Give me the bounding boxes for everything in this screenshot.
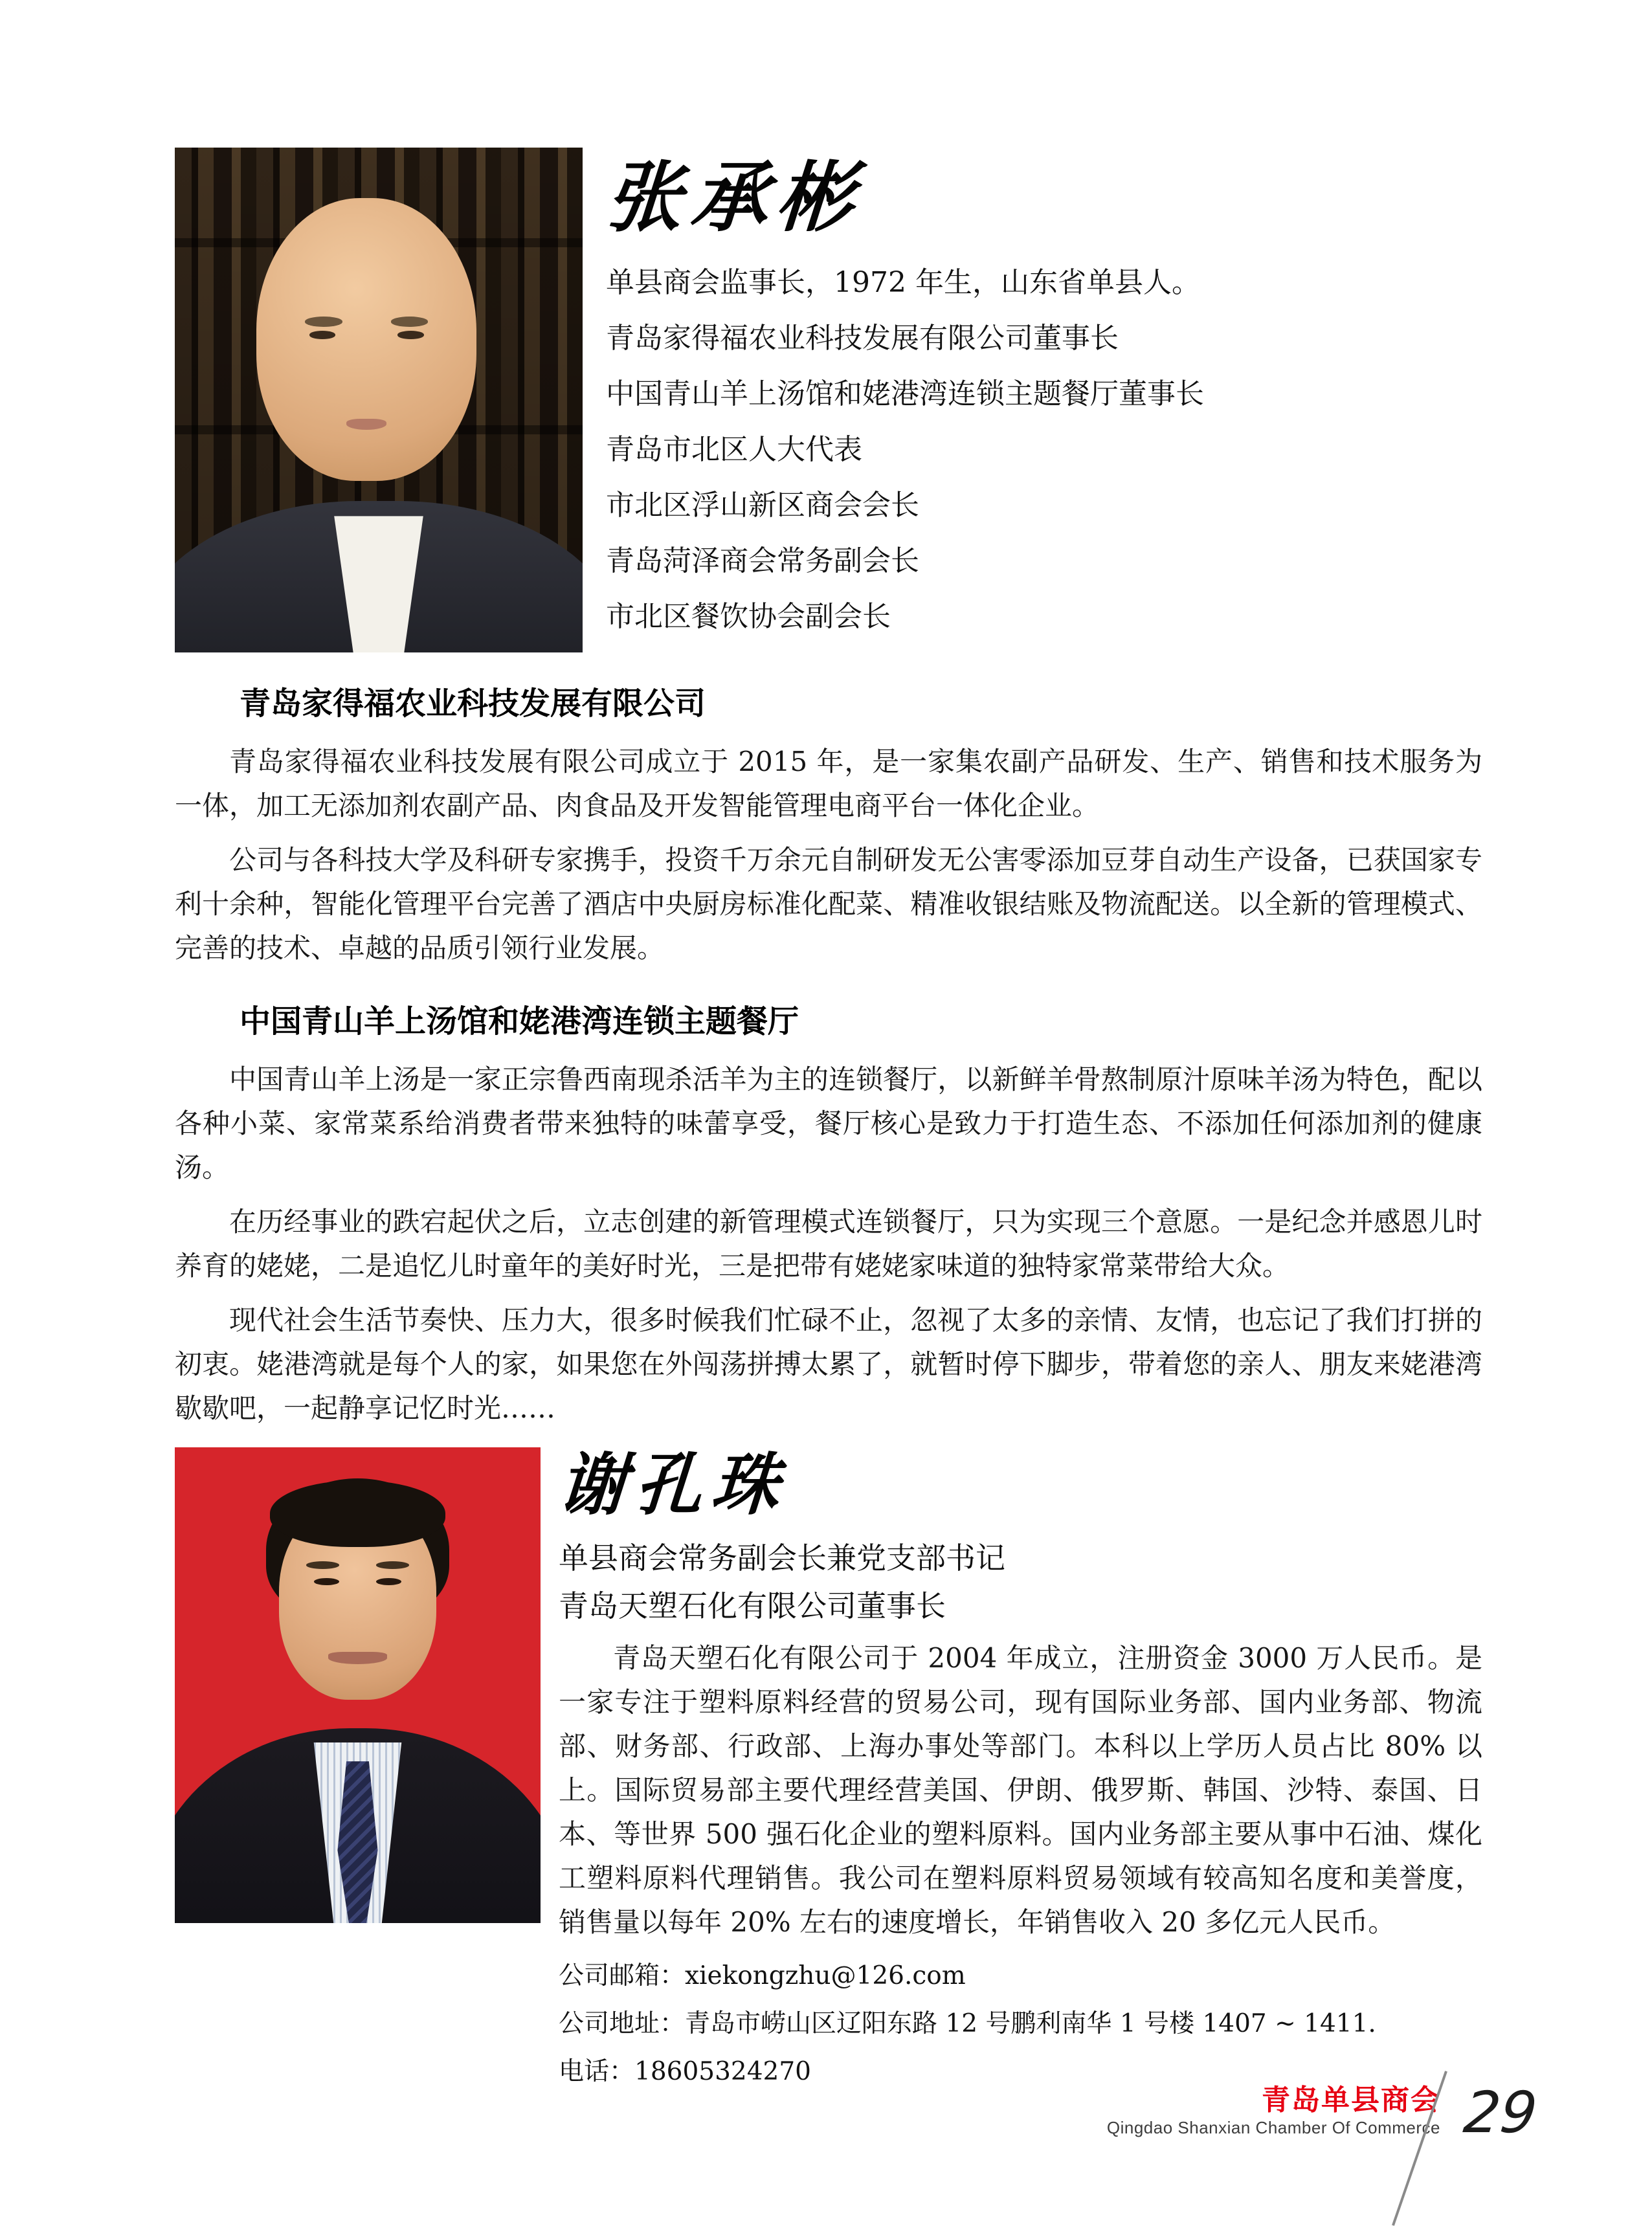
page-number: 29 <box>1460 2079 1541 2146</box>
profile-title-line: 青岛市北区人大代表 <box>606 433 862 466</box>
profile-title-line: 市北区浮山新区商会会长 <box>606 489 919 522</box>
profile-info <box>555 1445 1482 2096</box>
profile-name-calligraphy: 张承彬 <box>603 152 865 242</box>
section1-paragraph-1: 青岛家得福农业科技发展有限公司成立于 2015 年，是一家集农副产品研发、生产、销售和技术服务为一体，加工无添加剂农副产品、肉食品及开发智能管理电商平台一体化企业。 <box>175 746 1482 821</box>
contact-email-line <box>559 1952 1482 2000</box>
photo-head-shape <box>256 198 476 481</box>
profile-title-line: 中国青山羊上汤馆和姥港湾连锁主题餐厅董事长 <box>606 377 1204 410</box>
section2-paragraph-1: 中国青山羊上汤是一家正宗鲁西南现杀活羊为主的连锁餐厅，以新鲜羊骨熬制原汁原味羊汤为特色，配以各种小菜、家常菜系给消费者带来独特的味蕾享受，餐厅核心是致力于打造生态、不添加任何添加剂的健康汤。 <box>175 1063 1482 1183</box>
profile-xie-kongzhu <box>175 1447 1482 2096</box>
contact-email-label: 公司邮箱： <box>559 1961 686 1990</box>
profile-title-line: 青岛菏泽商会常务副会长 <box>606 544 919 577</box>
profile-zhang-chengbin <box>175 148 1482 652</box>
portrait-photo-zhang-chengbin <box>175 148 583 652</box>
section1-paragraph-2: 公司与各科技大学及科研专家携手，投资千万余元自制研发无公害零添加豆芽自动生产设备，已获国家专利十余种，智能化管理平台完善了酒店中央厨房标准化配菜、精准收银结账及物流配送。以全新的管理模式、完善的技术、卓越的品质引领行业发展。 <box>175 844 1482 964</box>
photo-eye-shape <box>309 331 336 339</box>
contact-email-value: xiekongzhu@126.com <box>685 1961 966 1990</box>
photo-brow-shape <box>376 1561 409 1569</box>
profile-title-line: 市北区餐饮协会副会长 <box>606 600 891 633</box>
photo-hair-fringe-shape <box>270 1480 445 1547</box>
section2-paragraph-3: 现代社会生活节奏快、压力大，很多时候我们忙碌不止，忽视了太多的亲情、友情，也忘记了我们打拼的初衷。姥港湾就是每个人的家，如果您在外闯荡拼搏太累了，就暂时停下脚步，带着您的亲人、朋友来姥港湾歇歇吧，一起静享记忆时光…… <box>175 1304 1482 1424</box>
profile-title-list <box>606 255 1204 645</box>
contact-phone-value: 18605324270 <box>634 2057 811 2086</box>
photo-mouth-shape <box>346 419 386 430</box>
contact-address-line <box>559 2000 1482 2048</box>
profile-name-calligraphy: 谢孔珠 <box>555 1445 791 1524</box>
section-heading-jiadefu-company: 青岛家得福农业科技发展有限公司 <box>240 687 706 721</box>
profile-title-line: 青岛天塑石化有限公司董事长 <box>559 1588 946 1623</box>
photo-eye-shape <box>397 331 424 339</box>
section2-paragraph-2: 在历经事业的跌宕起伏之后，立志创建的新管理模式连锁餐厅，只为实现三个意愿。一是纪念并感恩儿时养育的姥姥，二是追忆儿时童年的美好时光，三是把带有姥姥家味道的独特家常菜带给大众。 <box>175 1206 1482 1282</box>
contact-phone-label: 电话： <box>559 2057 635 2086</box>
profile-title-line: 青岛家得福农业科技发展有限公司董事长 <box>606 322 1119 355</box>
section-heading-restaurant-chain: 中国青山羊上汤馆和姥港湾连锁主题餐厅 <box>240 1005 799 1039</box>
profile-info <box>603 148 1204 645</box>
photo-brow-shape <box>305 317 342 326</box>
profile-title-line: 单县商会监事长，1972 年生，山东省单县人。 <box>606 266 1200 299</box>
contact-address-label: 公司地址： <box>559 2009 686 2038</box>
footer-brand-chinese: 青岛单县商会 <box>1262 2084 1440 2116</box>
portrait-photo-xie-kongzhu <box>175 1447 541 1923</box>
profile-title-line: 单县商会常务副会长兼党支部书记 <box>559 1541 1005 1575</box>
photo-brow-shape <box>391 317 429 326</box>
profile2-company-paragraph: 青岛天塑石化有限公司于 2004 年成立，注册资金 3000 万人民币。是一家专注于塑料原料经营的贸易公司，现有国际业务部、国内业务部、物流部、财务部、行政部、上海办事处等部门。本科以上学历人员占比 80% 以上。国际贸易部主要代理经营美国、伊朗、俄罗斯、韩国、沙特、泰国、日本、等世界 500 强石化企业的塑料原料。国内业务部主要从事中石油、煤化工塑料原料代理销售。我公司在塑料原料贸易领域有较高知名度和美誉度，销售量以每年 20% 左右的速度增长，年销售收入 20 多亿元人民币。 <box>559 1642 1482 1938</box>
contact-address-value: 青岛市崂山区辽阳东路 12 号鹏利南华 1 号楼 1407 ~ 1411. <box>685 2009 1376 2038</box>
photo-mouth-shape <box>328 1652 386 1664</box>
footer-brand-english: Qingdao Shanxian Chamber Of Commerce <box>1106 2118 1440 2137</box>
